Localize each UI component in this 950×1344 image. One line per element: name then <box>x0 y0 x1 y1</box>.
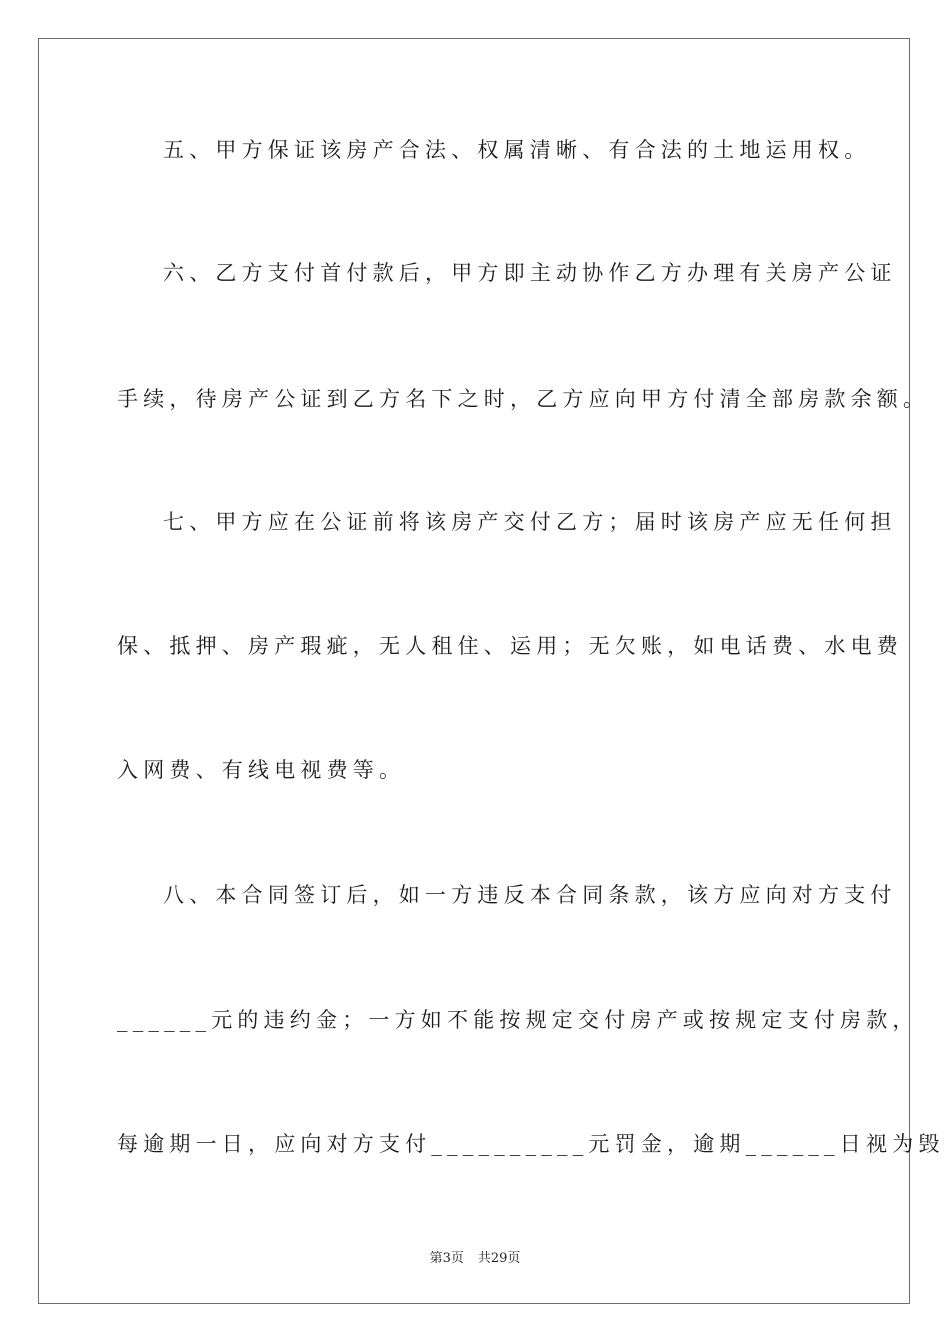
clause-6-line-2: 手续，待房产公证到乙方名下之时，乙方应向甲方付清全部房款余额。 <box>117 387 930 411</box>
clause-6-line-1: 六、乙方支付首付款后，甲方即主动协作乙方办理有关房产公证 <box>163 261 897 285</box>
clause-7-line-2: 保、抵押、房产瑕疵，无人租住、运用；无欠账，如电话费、水电费 <box>117 634 903 658</box>
clause-8-line-2: ______元的违约金；一方如不能按规定交付房产或按规定支付房款， <box>117 1008 919 1032</box>
page-number: 第3页 <box>429 1251 464 1266</box>
clause-7-line-3: 入网费、有线电视费等。 <box>117 758 406 782</box>
page-border <box>38 38 910 1304</box>
page-total: 共29页 <box>477 1251 521 1266</box>
clause-7-line-1: 七、甲方应在公证前将该房产交付乙方；届时该房产应无任何担 <box>163 510 897 534</box>
clause-8-line-1: 八、本合同签订后，如一方违反本合同条款，该方应向对方支付 <box>163 883 897 907</box>
clause-5-line: 五、甲方保证该房产合法、权属清晰、有合法的土地运用权。 <box>163 138 871 162</box>
clause-8-line-3: 每逾期一日，应向对方支付__________元罚金，逾期______日视为毁 <box>117 1132 945 1156</box>
page-footer <box>0 1247 950 1266</box>
